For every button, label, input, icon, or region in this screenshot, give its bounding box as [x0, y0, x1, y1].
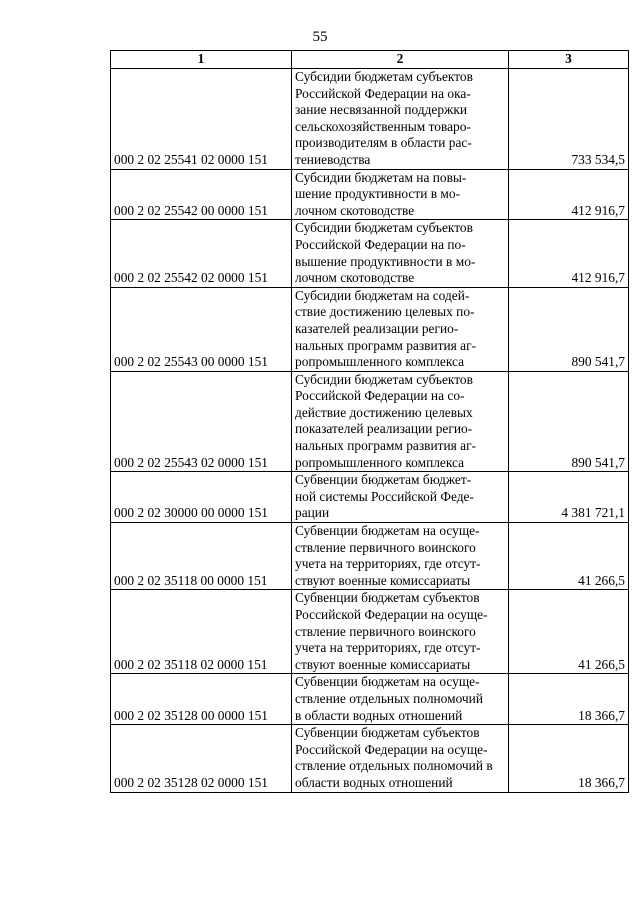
budget-item-name: Субвенции бюджетам субъектов Российской Федерации на осуще- ствление отдельных полномочий в области водных отношений	[292, 725, 509, 792]
budget-amount: 41 266,5	[509, 590, 629, 674]
budget-amount: 18 366,7	[509, 674, 629, 725]
column-header-amount: 3	[509, 51, 629, 69]
budget-code: 000 2 02 35128 02 0000 151	[111, 725, 292, 792]
budget-item-name: Субвенции бюджетам субъектов Российской Федерации на осуще- ствление первичного воинского учета на территориях, где отсут- ствуют военные комиссариаты	[292, 590, 509, 674]
table-row	[111, 220, 629, 287]
budget-amount: 412 916,7	[509, 220, 629, 287]
budget-item-name: Субсидии бюджетам субъектов Российской Федерации на ока- зание несвязанной поддержки сельскохозяйственным товаро- производителям в области рас- тениеводства	[292, 69, 509, 170]
table-row	[111, 472, 629, 523]
budget-item-name: Субсидии бюджетам субъектов Российской Федерации на по- вышение продуктивности в мо- лочном скотоводстве	[292, 220, 509, 287]
budget-code: 000 2 02 35118 02 0000 151	[111, 590, 292, 674]
column-header-name: 2	[292, 51, 509, 69]
budget-code: 000 2 02 35118 00 0000 151	[111, 523, 292, 590]
budget-amount: 733 534,5	[509, 69, 629, 170]
table-header-row	[111, 51, 629, 69]
budget-table	[110, 50, 629, 793]
budget-item-name: Субвенции бюджетам на осуще- ствление отдельных полномочий в области водных отношений	[292, 674, 509, 725]
budget-amount: 890 541,7	[509, 287, 629, 371]
budget-code: 000 2 02 25542 00 0000 151	[111, 169, 292, 220]
table-row	[111, 523, 629, 590]
budget-code: 000 2 02 25543 02 0000 151	[111, 371, 292, 472]
budget-code: 000 2 02 35128 00 0000 151	[111, 674, 292, 725]
budget-item-name: Субвенции бюджетам на осуще- ствление первичного воинского учета на территориях, где отсут- ствуют военные комиссариаты	[292, 523, 509, 590]
budget-item-name: Субвенции бюджетам бюджет- ной системы Российской Феде- рации	[292, 472, 509, 523]
budget-code: 000 2 02 25542 02 0000 151	[111, 220, 292, 287]
budget-amount: 18 366,7	[509, 725, 629, 792]
budget-amount: 890 541,7	[509, 371, 629, 472]
budget-code: 000 2 02 25541 02 0000 151	[111, 69, 292, 170]
budget-code: 000 2 02 30000 00 0000 151	[111, 472, 292, 523]
page-number: 55	[312, 29, 328, 45]
table-row	[111, 169, 629, 220]
table-row	[111, 371, 629, 472]
budget-amount: 4 381 721,1	[509, 472, 629, 523]
budget-amount: 41 266,5	[509, 523, 629, 590]
budget-item-name: Субсидии бюджетам на содей- ствие достижению целевых по- казателей реализации регио- нальных программ развития аг- ропромышленного комплекса	[292, 287, 509, 371]
budget-amount: 412 916,7	[509, 169, 629, 220]
budget-item-name: Субсидии бюджетам субъектов Российской Федерации на со- действие достижению целевых показателей реализации регио- нальных программ развития аг- ропромышленного комплекса	[292, 371, 509, 472]
column-header-code: 1	[111, 51, 292, 69]
budget-code: 000 2 02 25543 00 0000 151	[111, 287, 292, 371]
table-row	[111, 725, 629, 792]
table-row	[111, 287, 629, 371]
table-row	[111, 69, 629, 170]
table-row	[111, 674, 629, 725]
table-row	[111, 590, 629, 674]
budget-item-name: Субсидии бюджетам на повы- шение продуктивности в мо- лочном скотоводстве	[292, 169, 509, 220]
